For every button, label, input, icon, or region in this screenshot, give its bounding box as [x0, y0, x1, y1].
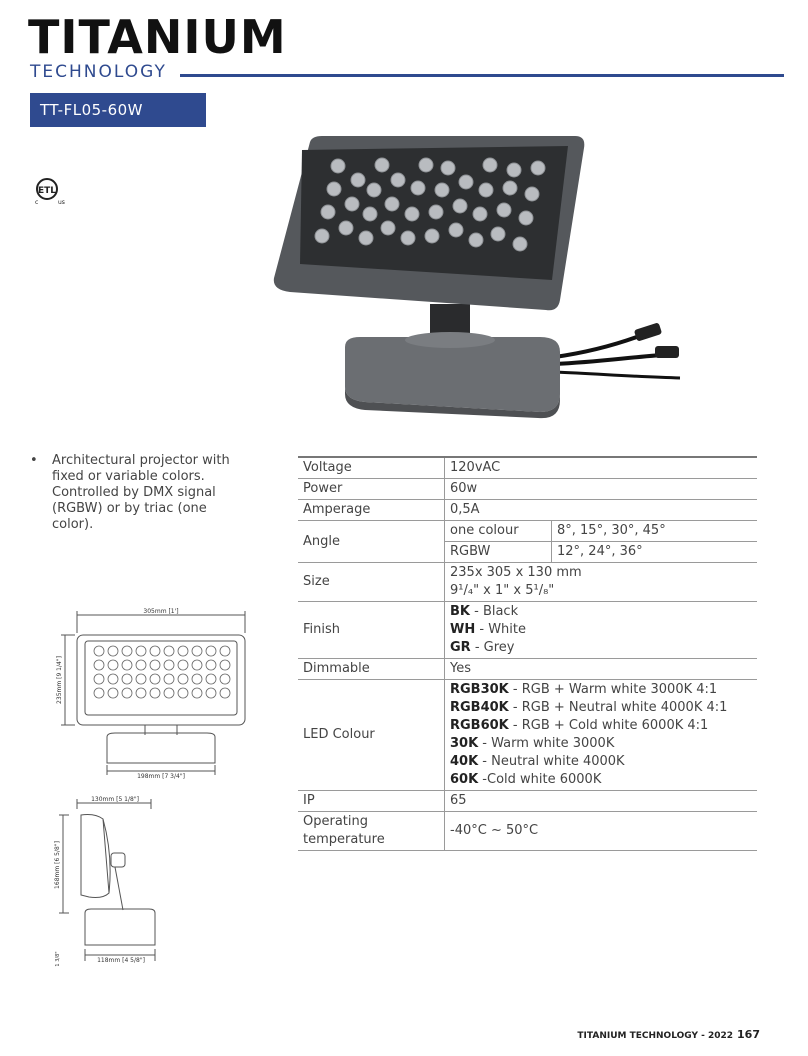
- spec-row-size: [298, 563, 757, 602]
- side-height-dimension: 168mm [6 5/8"]: [54, 841, 61, 889]
- spec-label: Operating temperature: [298, 812, 445, 851]
- spec-value: 65: [445, 791, 758, 812]
- etl-mark-text: ETL: [37, 186, 57, 196]
- etl-c-text: c: [35, 199, 39, 206]
- spec-row-power: [298, 479, 757, 500]
- spec-value: [445, 680, 758, 791]
- product-description: [30, 453, 245, 533]
- header-rule: [180, 74, 784, 77]
- finish-option: BK - Black: [450, 604, 519, 619]
- spec-value: -40°C ~ 50°C: [445, 812, 758, 851]
- etl-certification-icon: [30, 176, 70, 206]
- spec-sublabel: RGBW: [445, 542, 552, 563]
- led-option: RGB60K - RGB + Cold white 6000K 4:1: [450, 718, 709, 733]
- product-image: [270, 132, 690, 422]
- spec-row-amperage: [298, 500, 757, 521]
- spec-value: [445, 563, 758, 602]
- width-dimension: 305mm [1']: [143, 608, 179, 615]
- led-option: RGB30K - RGB + Warm white 3000K 4:1: [450, 682, 718, 697]
- bullet-marker: •: [30, 453, 38, 468]
- spec-value: 0,5A: [445, 500, 758, 521]
- size-imperial: 9¹/₄" x 1" x 5¹/₈": [450, 583, 555, 598]
- front-dimension-drawing: [55, 605, 265, 780]
- footer-text: TITANIUM TECHNOLOGY - 2022: [577, 1031, 734, 1041]
- depth-dimension: 130mm [5 1/8"]: [91, 796, 139, 803]
- spec-value: Yes: [445, 659, 758, 680]
- spec-value: [445, 602, 758, 659]
- brand-logo: [28, 10, 287, 64]
- led-option: 30K - Warm white 3000K: [450, 736, 615, 751]
- small-dimension: 1 3/8": [55, 951, 61, 967]
- page-number: 167: [737, 1028, 760, 1041]
- spec-label: Amperage: [298, 500, 445, 521]
- led-option: RGB40K - RGB + Neutral white 4000K 4:1: [450, 700, 728, 715]
- spec-sublabel: one colour: [445, 521, 552, 542]
- spec-label: Finish: [298, 602, 445, 659]
- finish-option: GR - Grey: [450, 640, 515, 655]
- spec-label: Power: [298, 479, 445, 500]
- spec-row-finish: [298, 602, 757, 659]
- spec-label: LED Colour: [298, 680, 445, 791]
- spec-label: Dimmable: [298, 659, 445, 680]
- brand-subtitle: TECHNOLOGY: [30, 62, 167, 82]
- size-metric: 235x 305 x 130 mm: [450, 565, 582, 580]
- spec-label: Voltage: [298, 457, 445, 479]
- spec-value: 8°, 15°, 30°, 45°: [552, 521, 758, 542]
- spec-label: IP: [298, 791, 445, 812]
- spec-row-dimmable: [298, 659, 757, 680]
- spec-table: [298, 456, 757, 851]
- spec-label: Size: [298, 563, 445, 602]
- led-option: 60K -Cold white 6000K: [450, 772, 602, 787]
- spec-value: 120vAC: [445, 457, 758, 479]
- spec-value: 60w: [445, 479, 758, 500]
- spec-label: Angle: [298, 521, 445, 563]
- side-base-dimension: 118mm [4 5/8"]: [97, 957, 145, 964]
- spec-row-temperature: [298, 812, 757, 851]
- etl-us-text: us: [58, 199, 65, 206]
- side-dimension-drawing: [55, 795, 165, 970]
- spec-row-ip: [298, 791, 757, 812]
- spec-row-led-colour: [298, 680, 757, 791]
- led-option: 40K - Neutral white 4000K: [450, 754, 625, 769]
- description-text: Architectural projector with fixed or variable colors. Controlled by DMX signal (RGBW) or by triac (one color).: [52, 453, 230, 532]
- spec-row-voltage: [298, 457, 757, 479]
- spec-row-angle: [298, 521, 757, 542]
- base-dimension: 198mm [7 3/4"]: [137, 773, 185, 780]
- spec-value: 12°, 24°, 36°: [552, 542, 758, 563]
- model-label: TT-FL05-60W: [30, 93, 206, 127]
- finish-option: WH - White: [450, 622, 526, 637]
- height-dimension: 235mm [9 1/4"]: [56, 656, 63, 704]
- page-footer: [577, 1028, 760, 1041]
- brand-name: TITANIUM: [28, 10, 287, 64]
